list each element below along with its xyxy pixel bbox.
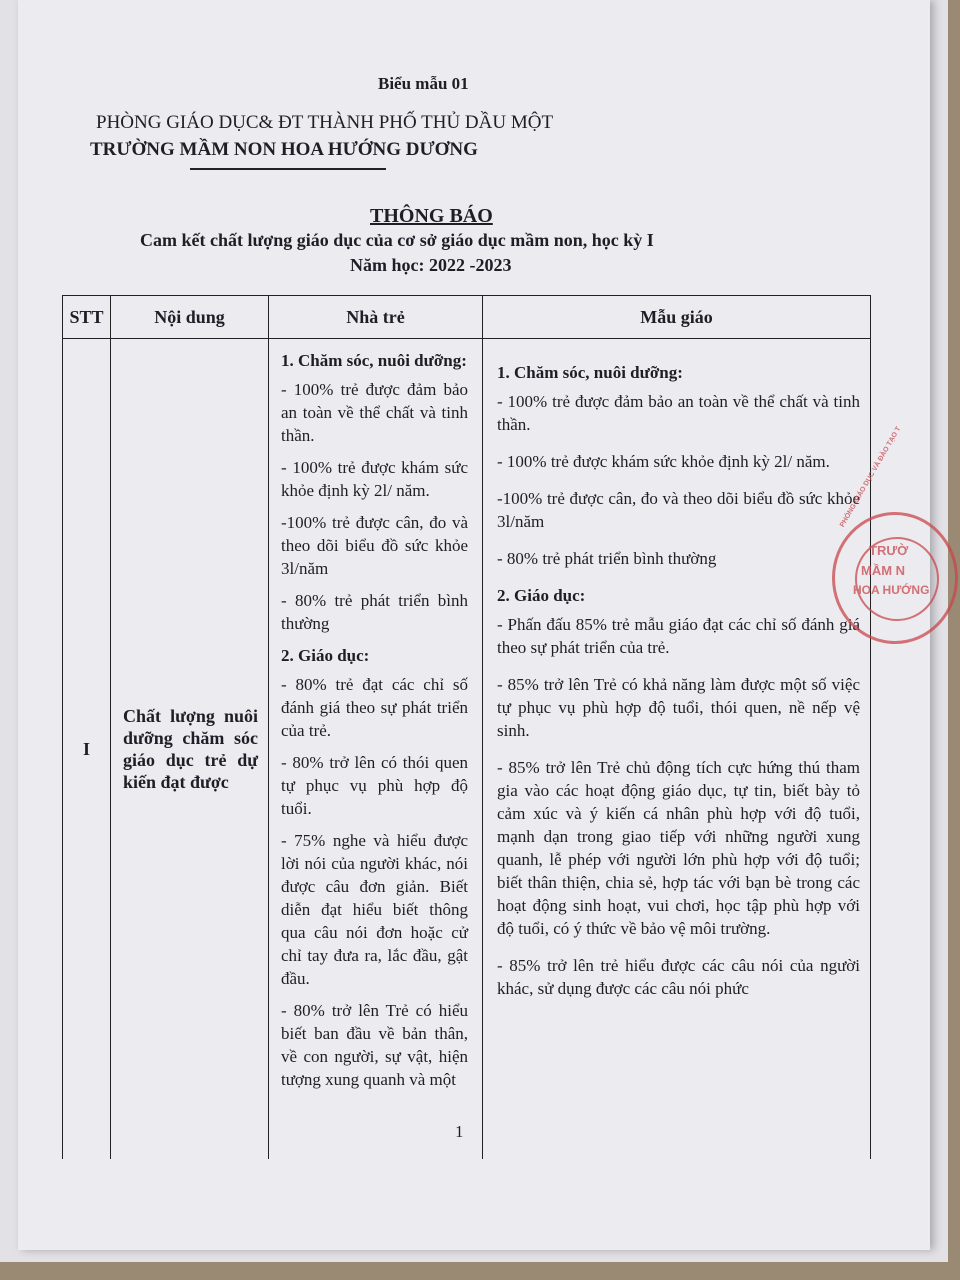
nha_tre-item: -100% trẻ được cân, đo và theo dõi biểu đồ sức khỏe 3l/năm [281,513,468,578]
commitment-table [62,295,871,1159]
mau_giao-item: - 100% trẻ được khám sức khỏe định kỳ 2l/ năm. [497,452,830,471]
header-stt: STT [63,296,111,339]
mau_giao-item: - 80% trẻ phát triển bình thường [497,549,717,568]
table-row [63,339,871,1160]
page-number: 1 [455,1122,464,1141]
mau_giao-item: - 85% trở lên trẻ hiểu được các câu nói của người khác, sử dụng được các câu nói phức [497,956,860,998]
row-stt: I [63,339,111,1160]
row-content-cell [111,339,269,1160]
header-mau-giao: Mẫu giáo [483,296,871,339]
nha_tre-item: - 80% trở lên có thói quen tự phục vụ phù hợp độ tuổi. [281,753,468,818]
mau-giao-cell [483,339,871,1160]
school-stamp [832,425,958,644]
school-name: TRƯỜNG MẦM NON HOA HƯỚNG DƯƠNG [90,139,478,160]
header-content: Nội dung [111,296,269,339]
nha_tre-item: - 80% trẻ đạt các chỉ số đánh giá theo sự phát triển của trẻ. [281,675,468,740]
mau_giao-item: - 85% trở lên Trẻ chủ động tích cực hứng thú tham gia vào các hoạt động giáo dục, tự tin, biết bày tỏ cảm xúc và ý kiến cá nhân phù hợp với độ tuổi, mạnh dạn trong giao tiếp với những người xung quanh, lễ phép với người lớn phù hợp với độ tuổi; biết thân thiện, chia sẻ, hợp tác với bạn bè trong các hoạt động sinh hoạt, vui chơi, học tập phù hợp với độ tuổi, có ý thức về bảo vệ môi trường. [497,758,860,938]
mau_giao-item: - Phấn đấu 85% trẻ mẫu giáo đạt các chỉ số đánh giá theo sự phát triển của trẻ. [497,615,860,657]
header-nha-tre: Nhà trẻ [269,296,483,339]
form-label: Biểu mẫu 01 [378,74,469,93]
document-title: THÔNG BÁO [370,205,493,227]
nha_tre-item: - 100% trẻ được khám sức khỏe định kỳ 2l/ năm. [281,458,468,500]
document-subtitle: Cam kết chất lượng giáo dục của cơ sở giáo dục mầm non, học kỳ I [140,230,654,250]
table-header-row [63,296,871,339]
row-content: Chất lượng nuôi dưỡng chăm sóc giáo dục trẻ dự kiến đạt được [123,706,258,792]
nha_tre-item: - 100% trẻ được đảm bảo an toàn về thể chất và tinh thần. [281,380,468,445]
mau_giao-item: - 85% trở lên Trẻ có khả năng làm được một số việc tự phục vụ phù hợp độ tuổi, thói quen, nề nếp vệ sinh. [497,675,860,740]
school-year: Năm học: 2022 -2023 [350,255,512,275]
nha-tre-list [269,339,482,1091]
mau_giao-item: -100% trẻ được cân, đo và theo dõi biểu đồ sức khỏe 3l/năm [497,489,860,531]
nha_tre-item: - 75% nghe và hiểu được lời nói của người khác, nói được câu đơn giản. Biết diễn đạt hiểu biết thông qua câu nói đơn hoặc cử chỉ tay đưa ra, lắc đầu, gật đầu. [281,831,468,988]
department-name: PHÒNG GIÁO DỤC& ĐT THÀNH PHỐ THỦ DẦU MỘT [96,112,554,133]
stamp-ring-text: PHÒNG GIÁO DỤC VÀ ĐÀO TẠO T [839,425,903,529]
mau_giao-item: 1. Chăm sóc, nuôi dưỡng: [497,363,683,382]
stamp-line-2: MẦM N [861,563,906,578]
nha-tre-cell [269,339,483,1160]
mau_giao-item: - 100% trẻ được đảm bảo an toàn về thể chất và tinh thần. [497,392,860,434]
stamp-line-1: TRƯỜ [869,543,909,558]
mau-giao-list [483,339,870,1000]
nha_tre-item: - 80% trở lên Trẻ có hiểu biết ban đầu về bản thân, về con người, sự vật, hiện tượng xung quanh và một [281,1001,468,1089]
nha_tre-item: - 80% trẻ phát triển bình thường [281,591,468,633]
nha_tre-item: 1. Chăm sóc, nuôi dưỡng: [281,351,467,370]
school-underline [190,168,386,170]
stamp-line-3: HOA HƯỚNG [853,583,930,597]
nha_tre-item: 2. Giáo dục: [281,646,370,665]
mau_giao-item: 2. Giáo dục: [497,586,586,605]
